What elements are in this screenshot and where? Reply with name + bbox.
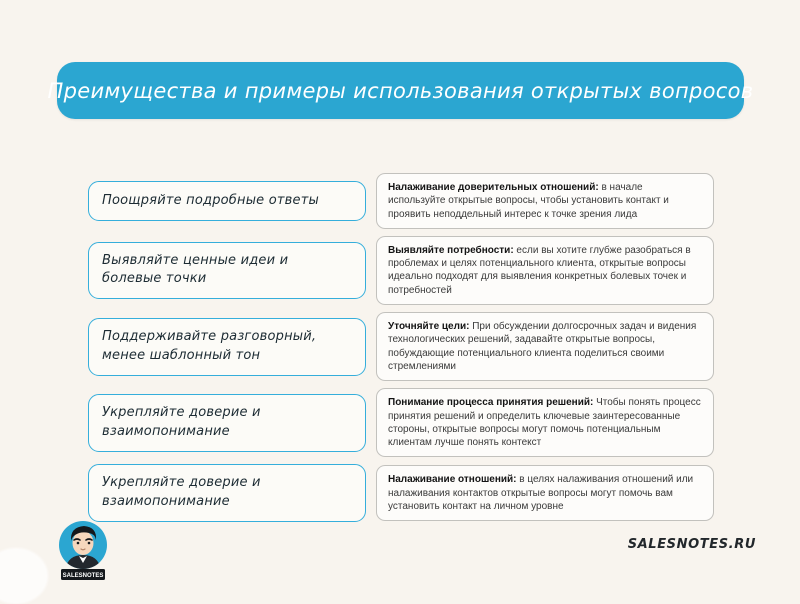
page-title: Преимущества и примеры использования открытых вопросов — [47, 78, 754, 103]
salesnotes-logo-icon — [55, 519, 111, 583]
benefit-label-box — [88, 464, 366, 522]
benefit-label: Выявляйте ценные идеи и болевые точки — [102, 252, 289, 287]
benefit-body: в начале используйте открытые вопросы, чтобы установить контакт и проявить неподдельный интерес к точке зрения лида — [388, 182, 669, 220]
benefit-label: Поддерживайте разговорный, менее шаблонный тон — [102, 328, 317, 363]
benefit-lead: Выявляйте потребности: — [388, 244, 514, 256]
benefit-lead: Налаживание доверительных отношений: — [388, 182, 599, 193]
benefit-lead: Уточняйте цели: — [388, 321, 470, 333]
benefit-label-box — [88, 318, 366, 376]
benefit-description-box — [376, 465, 714, 521]
watermark-blob — [0, 548, 48, 604]
benefit-body: если вы хотите глубже разобраться в проблемах и целях потенциального клиента, открытые вопросы идеально подходят для выявления конкретных болевых точек и потребностей — [388, 244, 691, 296]
benefit-label-box — [88, 394, 366, 452]
benefit-lead: Налаживание отношений: — [388, 474, 517, 486]
benefit-label: Укрепляйте доверие и взаимопонимание — [102, 405, 261, 439]
benefit-description-box — [376, 236, 714, 305]
benefit-row — [88, 236, 714, 305]
benefit-description-box — [376, 173, 714, 229]
content-rows — [88, 173, 714, 522]
benefit-row — [88, 388, 714, 457]
benefit-lead: Понимание процесса принятия решений: — [388, 397, 594, 409]
logo-banner-text: SALESNOTES — [62, 573, 104, 579]
site-url: SALESNOTES.RU — [627, 537, 756, 552]
benefit-label: Поощряйте подробные ответы — [102, 192, 319, 208]
benefit-label-box — [88, 181, 366, 221]
benefit-body: При обсуждении долгосрочных задач и видения технологических решений, задавайте открытые вопросы, побуждающие потенциального клиента поделиться своими стремлениями — [388, 321, 697, 372]
benefit-body: Чтобы понять процесс принятия решений и определить ключевые заинтересованные стороны, открытые вопросы могут помочь потенциальным клиентам лучше понять контекст — [388, 397, 701, 449]
benefit-row — [88, 173, 714, 229]
benefit-description-box — [376, 388, 714, 457]
benefit-description-box — [376, 312, 714, 381]
benefit-label-box — [88, 242, 366, 300]
benefit-row — [88, 464, 714, 522]
logo-banner — [61, 569, 105, 580]
benefit-label: Укрепляйте доверие и взаимопонимание — [102, 475, 261, 510]
title-banner — [47, 62, 754, 119]
benefit-body: в целях налаживания отношений или налаживания контактов открытые вопросы могут помочь вам установить контакт на личном уровне — [388, 474, 694, 512]
benefit-row — [88, 312, 714, 381]
